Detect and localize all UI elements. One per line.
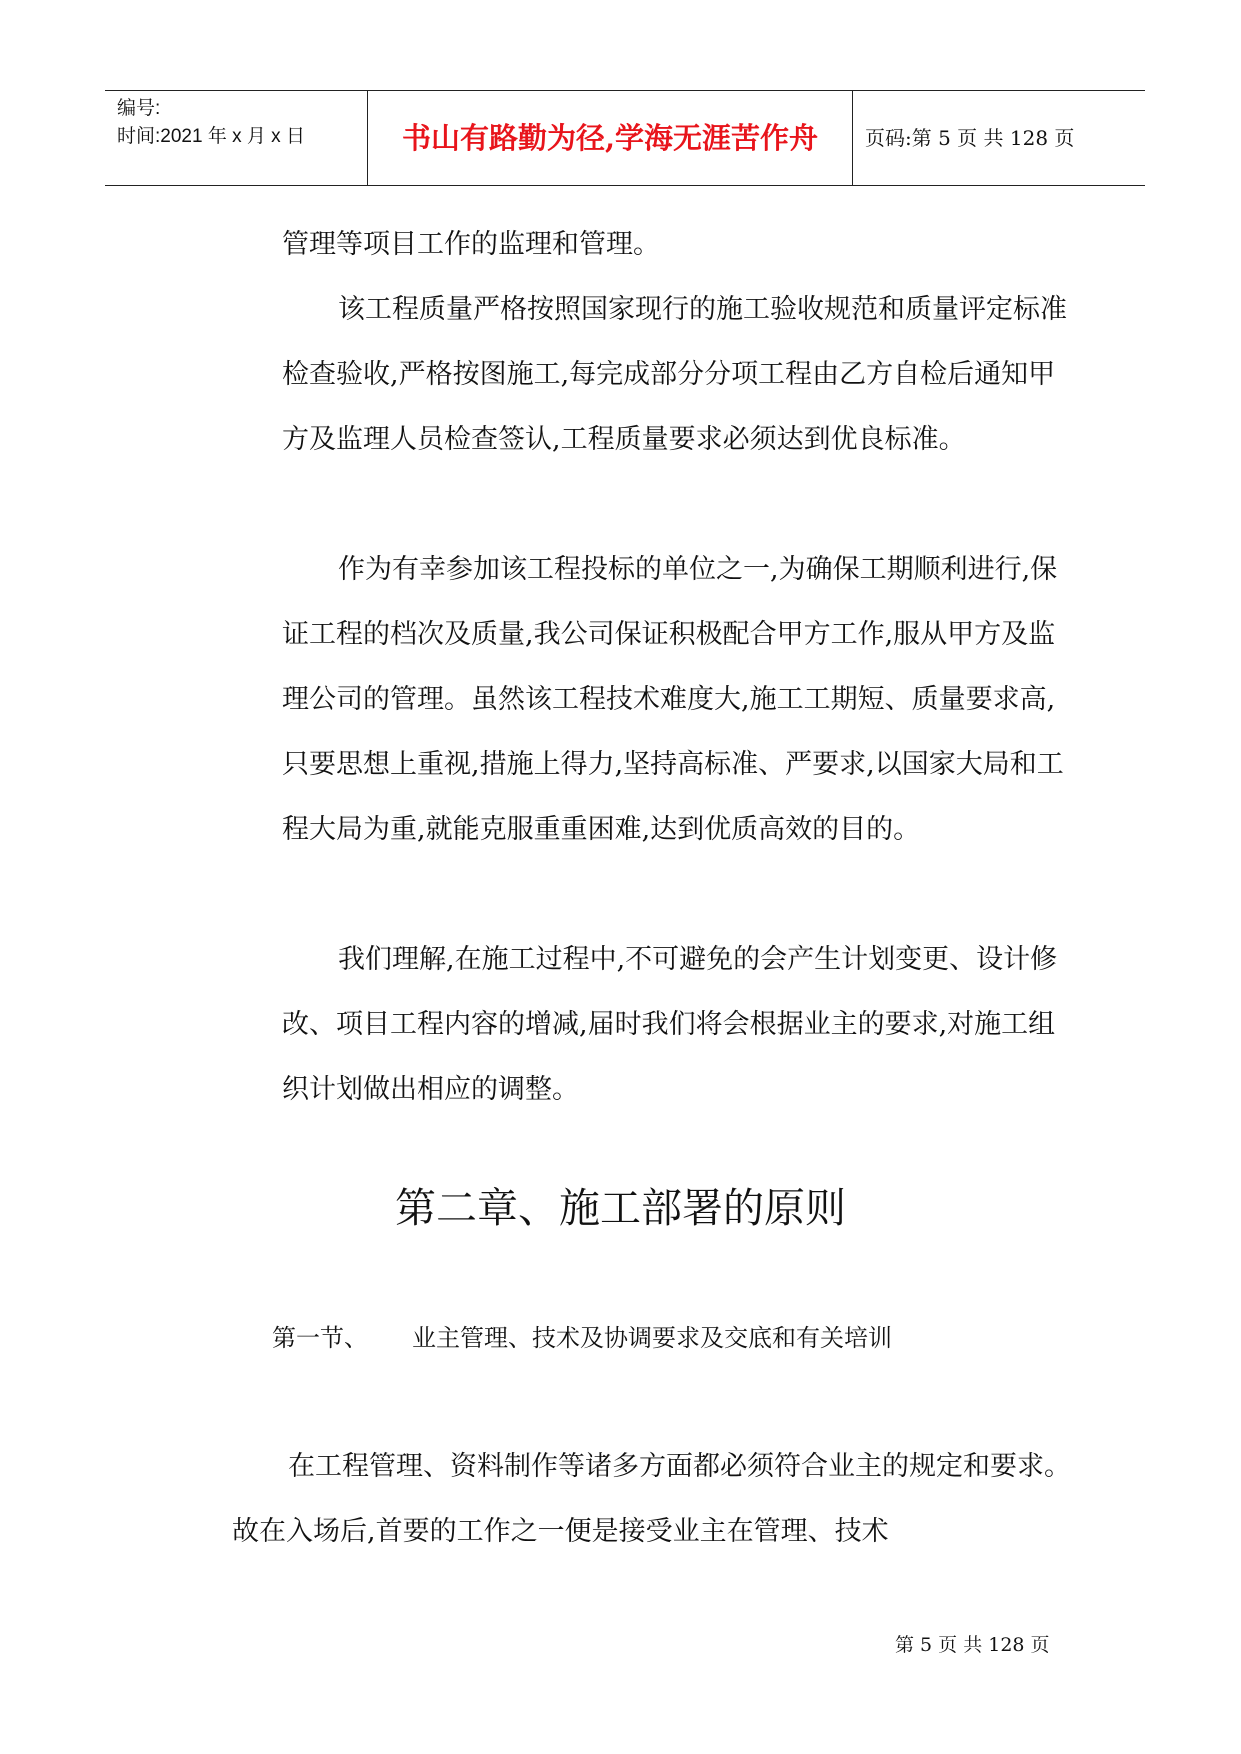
section-title: 业主管理、技术及协调要求及交底和有关培训 [412, 1324, 892, 1352]
header-meta-cell [105, 91, 368, 185]
chapter-title: 第二章、施工部署的原则 [395, 1184, 846, 1232]
paragraph-3: 作为有幸参加该工程投标的单位之一,为确保工期顺利进行,保证工程的档次及质量,我公司保证积极配合甲方工作,服从甲方及监理公司的管理。虽然该工程技术难度大,施工工期短、质量要求高,只要思想上重视,措施上得力,坚持高标准、严要求,以国家大局和工程大局为重,就能克服重重困难,达到优质高效的目的。 [282, 554, 1064, 845]
header-motto: 书山有路勤为径,学海无涯苦作舟 [368, 91, 853, 185]
paragraph-5: 在工程管理、资料制作等诸多方面都必须符合业主的规定和要求。故在入场后,首要的工作之一便是接受业主在管理、技术 [232, 1451, 1071, 1547]
paragraph-1: 管理等项目工作的监理和管理。 [282, 229, 660, 260]
section-number: 第一节、 [272, 1324, 368, 1352]
paragraph-4: 我们理解,在施工过程中,不可避免的会产生计划变更、设计修改、项目工程内容的增减,届时我们将会根据业主的要求,对施工组织计划做出相应的调整。 [282, 944, 1058, 1105]
page-header [105, 90, 1145, 186]
page-footer: 第 5 页 共 128 页 [895, 1634, 1050, 1656]
document-number-label: 编号: [117, 98, 161, 119]
document-time-label: 时间:2021 年 x 月 x 日 [117, 126, 305, 147]
section-heading [272, 1318, 892, 1353]
header-page-info: 页码:第 5 页 共 128 页 [865, 126, 1075, 150]
paragraph-2: 该工程质量严格按照国家现行的施工验收规范和质量评定标准检查验收,严格按图施工,每完成部分分项工程由乙方自检后通知甲方及监理人员检查签认,工程质量要求必须达到优良标准。 [282, 294, 1067, 455]
